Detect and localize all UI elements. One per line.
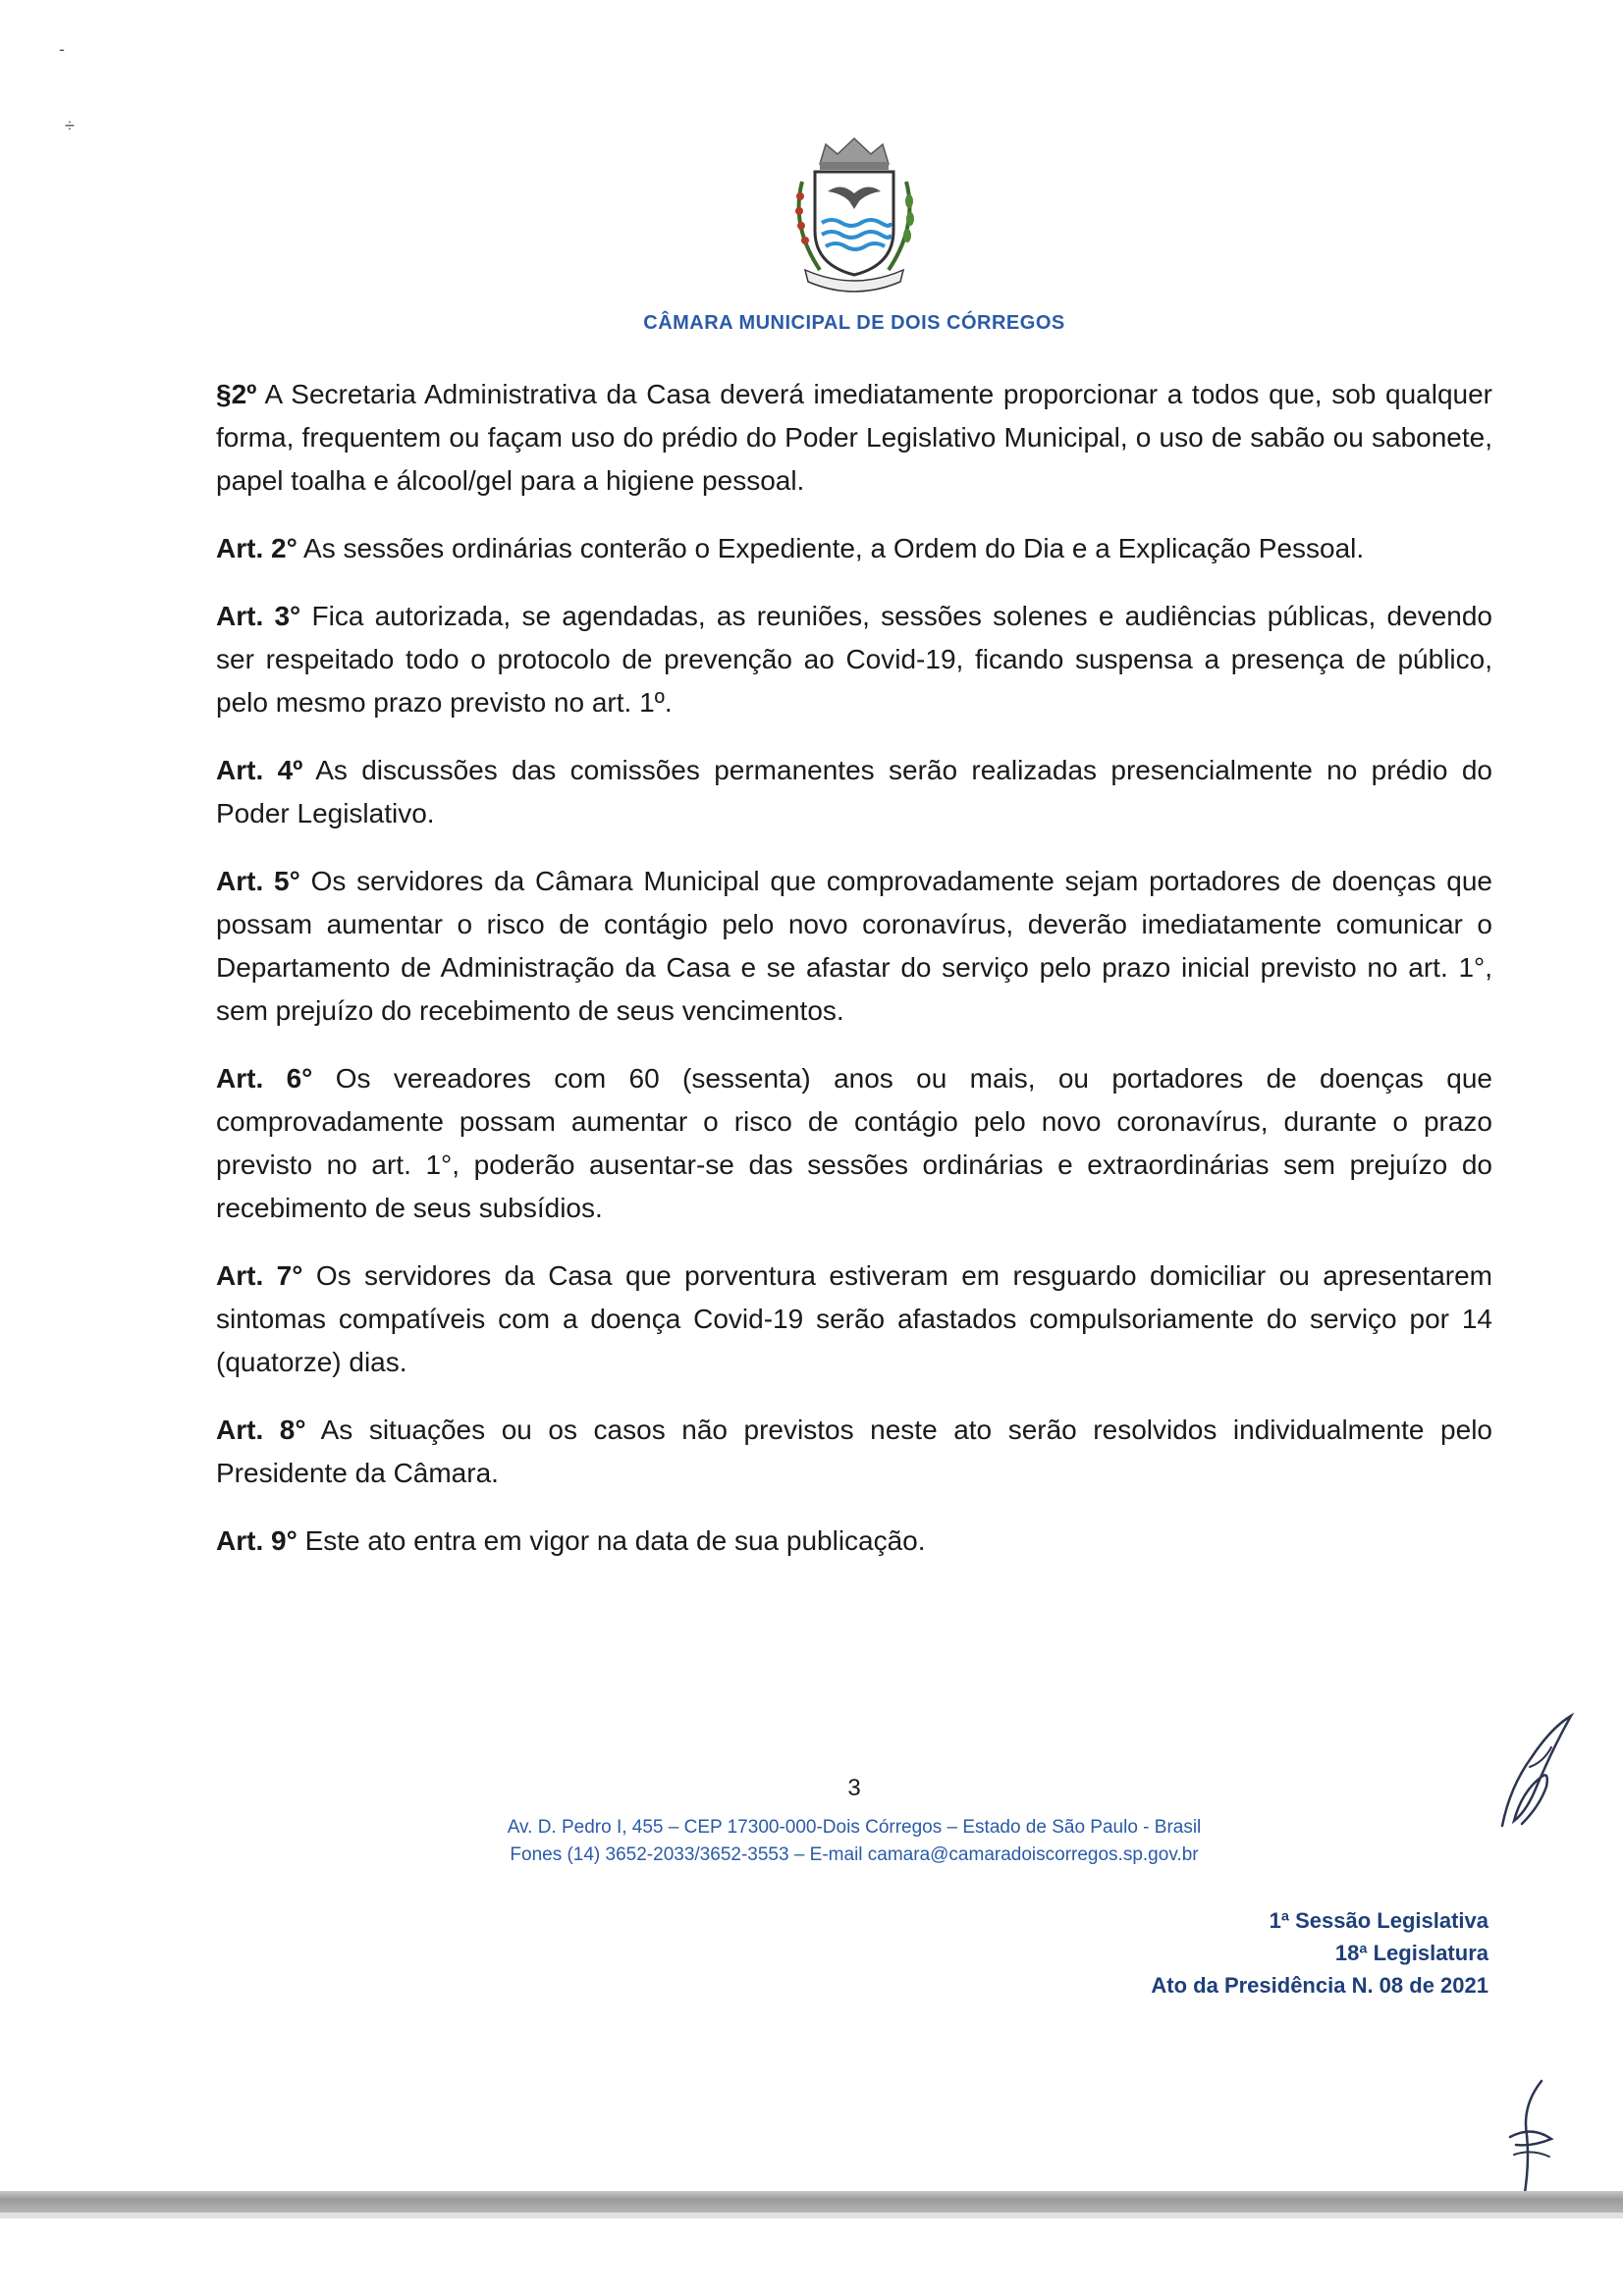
article-2 — [216, 527, 1492, 570]
article-text: Os servidores da Casa que porventura estiveram em resguardo domiciliar ou apresentarem sintomas compatíveis com a doença Covid-19 serão afastados compulsoriamente do serviço por 14 (quatorze) dias. — [216, 1260, 1492, 1377]
act-body — [216, 373, 1492, 1587]
article-number: 6° — [263, 1063, 313, 1094]
legislative-session: 1ª Sessão Legislativa — [1269, 1908, 1488, 1933]
article-label: §2º — [216, 379, 257, 409]
scan-bottom-edge-highlight — [0, 2213, 1623, 2218]
scan-speck: - — [59, 39, 65, 59]
act-reference: Ato da Presidência N. 08 de 2021 — [1151, 1973, 1488, 1998]
article-number: 3° — [263, 601, 301, 631]
article-number: 8° — [263, 1415, 306, 1445]
article-text: Este ato entra em vigor na data de sua publicação. — [297, 1525, 926, 1556]
article-text: As discussões das comissões permanentes serão realizadas presencialmente no prédio do Poder Legislativo. — [216, 755, 1492, 828]
article-text: As sessões ordinárias conterão o Expediente, a Ordem do Dia e a Explicação Pessoal. — [297, 533, 1365, 563]
article-label: Art. — [216, 1260, 264, 1291]
scan-bottom-edge — [0, 2191, 1623, 2213]
article-9 — [216, 1520, 1492, 1563]
article-number: 7° — [263, 1260, 303, 1291]
footer-address-block — [0, 1814, 1623, 1869]
article-5 — [216, 860, 1492, 1033]
article-label: Art. — [216, 1063, 264, 1094]
municipal-crest-logo — [781, 133, 928, 299]
footer-address: Av. D. Pedro I, 455 – CEP 17300-000-Dois Córregos – Estado de São Paulo - Brasil — [507, 1817, 1202, 1838]
article-label: Art. — [216, 1525, 264, 1556]
article-6 — [216, 1057, 1492, 1230]
legislature: 18ª Legislatura — [1334, 1941, 1488, 1965]
article-7 — [216, 1255, 1492, 1384]
session-info-block — [1151, 1904, 1488, 2002]
footer-contacts: Fones (14) 3652-2033/3652-3553 – E-mail camara@camaradoiscorregos.sp.gov.br — [510, 1844, 1199, 1865]
page-number: 3 — [847, 1775, 861, 1801]
article-text: Os servidores da Câmara Municipal que comprovadamente sejam portadores de doenças que possam aumentar o risco de contágio pelo novo coronavírus, deverão imediatamente comunicar o Departamento de Administração da Casa e se afastar do serviço pelo prazo inicial previsto no art. 1°, sem prejuízo do recebimento de seus vencimentos. — [216, 866, 1492, 1026]
article-label: Art. — [216, 601, 264, 631]
handwritten-initial — [1502, 2076, 1561, 2204]
article-number: 5° — [263, 866, 300, 896]
article-label: Art. — [216, 755, 264, 785]
paragraph-2 — [216, 373, 1492, 503]
article-4 — [216, 749, 1492, 835]
article-number: 4º — [263, 755, 303, 785]
article-text: As situações ou os casos não previstos neste ato serão resolvidos individualmente pelo Presidente da Câmara. — [216, 1415, 1492, 1488]
article-label: Art. — [216, 1415, 264, 1445]
chamber-name-heading: CÂMARA MUNICIPAL DE DOIS CÓRREGOS — [643, 312, 1065, 334]
article-3 — [216, 595, 1492, 724]
article-text: Os vereadores com 60 (sessenta) anos ou mais, ou portadores de doenças que comprovadamente possam aumentar o risco de contágio pelo novo coronavírus, durante o prazo previsto no art. 1°, poderão ausentar-se das sessões ordinárias e extraordinárias sem prejuízo do recebimento de seus subsídios. — [216, 1063, 1492, 1223]
article-8 — [216, 1409, 1492, 1495]
article-text: A Secretaria Administrativa da Casa deverá imediatamente proporcionar a todos que, sob qualquer forma, frequentem ou façam uso do prédio do Poder Legislativo Municipal, o uso de sabão ou sabonete, papel toalha e álcool/gel para a higiene pessoal. — [216, 379, 1492, 496]
scan-speck: ÷ — [65, 116, 75, 135]
article-text: Fica autorizada, se agendadas, as reuniões, sessões solenes e audiências públicas, devendo ser respeitado todo o protocolo de prevenção ao Covid-19, ficando suspensa a presença de público, pelo mesmo prazo previsto no art. 1º. — [216, 601, 1492, 718]
article-number: 2° — [263, 533, 298, 563]
article-label: Art. — [216, 866, 264, 896]
article-number: 9° — [263, 1525, 298, 1556]
article-label: Art. — [216, 533, 264, 563]
